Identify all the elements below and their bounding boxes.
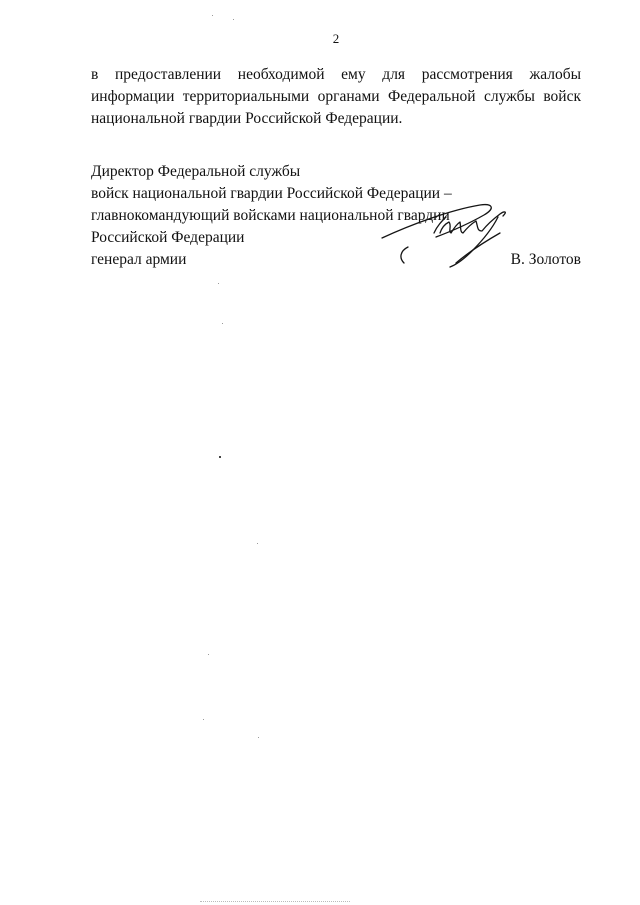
signatory-rank: генерал армии [91,251,187,268]
signatory-name: В. Золотов [510,251,581,268]
signatory-title-line-3: главнокомандующий войсками национальной гвардии [91,207,450,224]
signature-block [91,161,581,271]
signatory-title-line-4: Российской Федерации [91,229,245,246]
page-number: 2 [332,31,340,46]
body-paragraph [91,64,581,130]
signatory-title-line-1: Директор Федеральной службы [91,163,301,180]
signatory-title-line-2: войск национальной гвардии Российской Федерации – [91,185,452,202]
paragraph-text: в предоставлении необходимой ему для рассмотрения жалобы информации территориальными органами Федеральной службы войск национальной гвардии Российской Федерации. [91,66,581,127]
signatory-rank-line [91,249,581,271]
scan-edge-line [200,901,350,903]
